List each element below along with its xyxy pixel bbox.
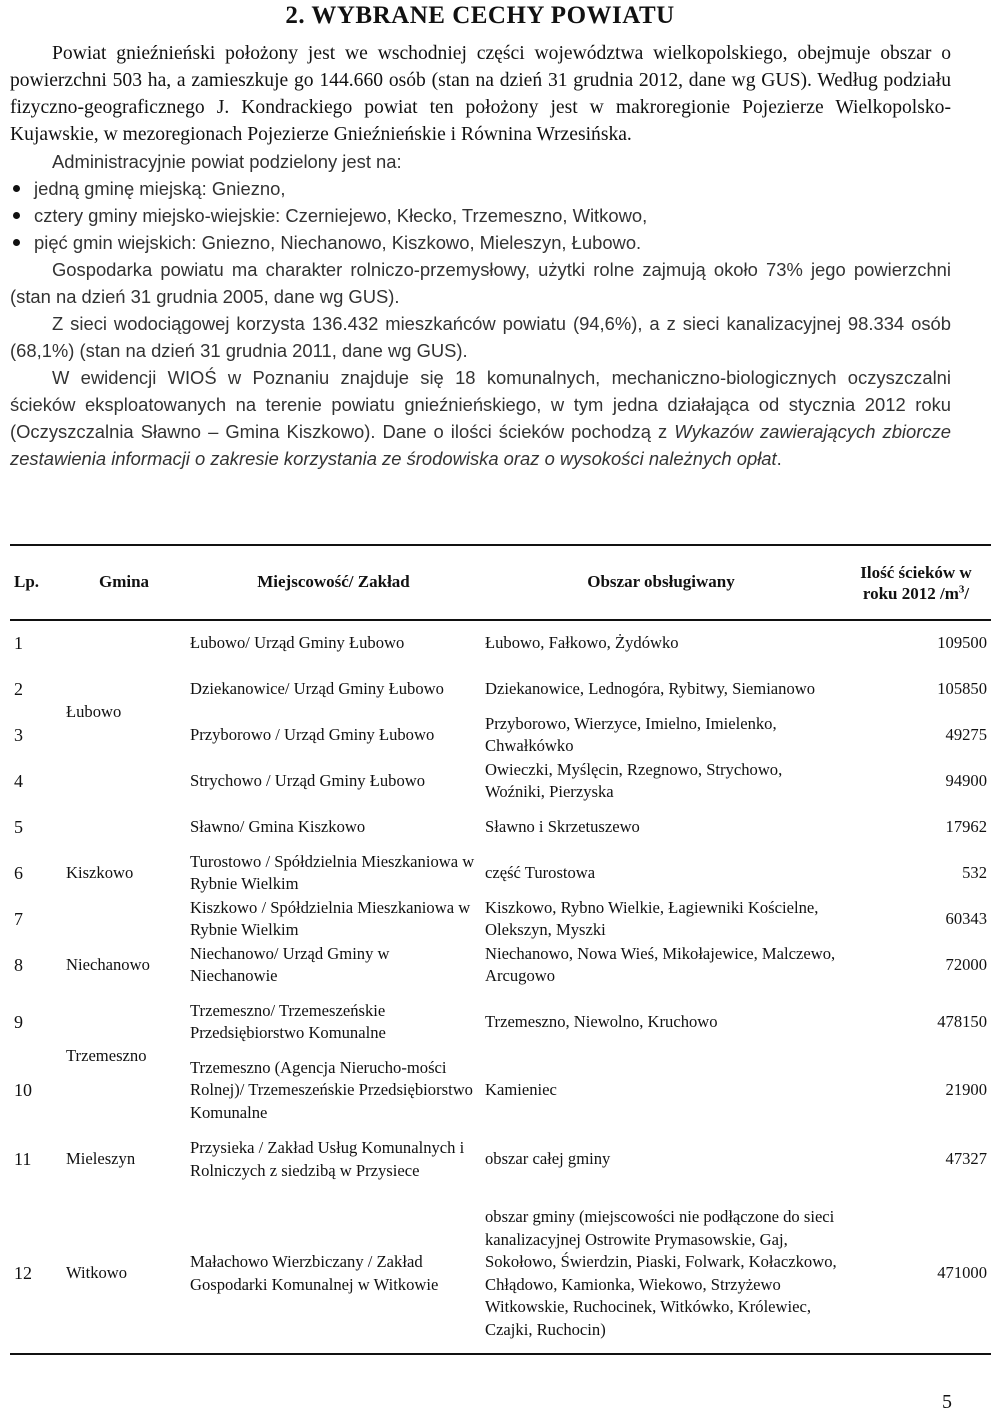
cell-obszar: obszar całej gminy — [485, 1149, 611, 1169]
cell-gmina: Niechanowo — [66, 954, 150, 974]
cell-lp: 7 — [14, 908, 23, 929]
bullet-icon — [13, 212, 20, 219]
cell-miejscowosc: Turostowo / Spółdzielnia Mieszkaniowa w Rybnie Wielkim — [190, 851, 475, 893]
bullet-icon — [13, 239, 20, 246]
cell-gmina: Łubowo — [66, 702, 122, 722]
cell-obszar: Kamieniec — [485, 1080, 557, 1100]
cell-gmina: Kiszkowo — [66, 862, 134, 882]
cell-obszar: Przyborowo, Wierzyce, Imielno, Imielenko, Chwałkówko — [485, 713, 777, 755]
cell-miejscowosc: Trzemeszno/ Trzemeszeńskie Przedsiębiorstwo Komunalne — [190, 1000, 386, 1042]
admin-paragraph: Administracyjnie powiat podzielony jest na: — [52, 151, 402, 172]
table-row — [10, 942, 991, 988]
bullet-icon — [13, 185, 20, 192]
cell-obszar: Kiszkowo, Rybno Wielkie, Łagiewniki Kościelne, Olekszyn, Myszki — [485, 897, 819, 939]
wastewater-table — [10, 544, 991, 1355]
cell-miejscowosc: Trzemeszno (Agencja Nierucho-mości Rolnej)/ Trzemeszeńskie Przedsiębiorstwo Komunalne — [190, 1057, 473, 1122]
list-item: cztery gminy miejsko-wiejskie: Czerniejewo, Kłecko, Trzemeszno, Witkowo, — [10, 202, 951, 229]
header-obszar: Obszar obsługiwany — [481, 545, 841, 620]
cell-obszar: Łubowo, Fałkowo, Żydówko — [485, 633, 679, 653]
table-row — [10, 1194, 991, 1354]
cell-lp: 12 — [10, 1194, 62, 1354]
source-title: Wykazów zawierających zbiorcze zestawienia informacji o zakresie korzystania ze środowiska oraz o wysokości należnych opłat — [10, 421, 951, 469]
header-gmina: Gmina — [62, 545, 186, 620]
cell-miejscowosc: Przysieka / Zakład Usług Komunalnych i Rolniczych z siedzibą w Przysiece — [190, 1138, 465, 1180]
section-title: 2. WYBRANE CECHY POWIATU — [285, 2, 675, 29]
cell-obszar: Trzemeszno, Niewolno, Kruchowo — [485, 1011, 718, 1031]
table-row — [10, 620, 991, 666]
cell-lp: 5 — [14, 816, 23, 837]
cell-obszar: Niechanowo, Nowa Wieś, Mikołajewice, Malczewo, Arcugowo — [485, 943, 836, 985]
body-text — [10, 40, 951, 472]
cell-ilosc: 532 — [962, 862, 987, 882]
cell-ilosc: 471000 — [841, 1194, 991, 1354]
cell-miejscowosc: Sławno/ Gmina Kiszkowo — [190, 816, 366, 836]
cell-miejscowosc: Niechanowo/ Urząd Gminy w Niechanowie — [190, 943, 390, 985]
intro-paragraph: Powiat gnieźnieński położony jest we wschodniej części województwa wielkopolskiego, obejmuje obszar o powierzchni 503 ha, a zamieszkuje go 144.660 osób (stan na dzień 31 grudnia 2012, dane wg GUS). Według podziału fizyczno-geograficznego J. Kondrackiego powiat ten położony jest w makroregionie Pojezierze Wielkopolsko-Kujawskie, w mezoregionach Pojezierze Gnieźnieńskie i Równina Wrzesińska. — [10, 43, 951, 145]
cell-lp: 8 — [14, 954, 23, 975]
list-item: pięć gmin wiejskich: Gniezno, Niechanowo, Kiszkowo, Mieleszyn, Łubowo. — [10, 229, 951, 256]
cell-miejscowosc: Dziekanowice/ Urząd Gminy Łubowo — [190, 678, 444, 698]
cell-obszar: obszar gminy (miejscowości nie podłączone do sieci kanalizacyjnej Ostrowite Prymasowskie, Gaj, Sokołowo, Świerdzin, Piaski, Folwark, Kołaczkowo, Chłądowo, Kamionka, Wiekowo, Strzyżewo Witkowskie, Ruchocinek, Witkówko, Królewiec, Czajki, Ruchocin) — [481, 1194, 841, 1354]
cell-ilosc: 49275 — [945, 724, 987, 744]
cell-miejscowosc: Kiszkowo / Spółdzielnia Mieszkaniowa w Rybnie Wielkim — [190, 897, 471, 939]
header-miejscowosc: Miejscowość/ Zakład — [186, 545, 481, 620]
cell-miejscowosc: Łubowo/ Urząd Gminy Łubowo — [190, 633, 405, 653]
cell-lp: 3 — [14, 724, 23, 745]
cell-gmina: Witkowo — [62, 1194, 186, 1354]
cell-ilosc: 60343 — [945, 908, 987, 928]
cell-gmina: Trzemeszno — [66, 1046, 147, 1066]
cell-lp: 1 — [14, 633, 23, 654]
cell-ilosc: 21900 — [945, 1080, 987, 1100]
wios-paragraph: W ewidencji WIOŚ w Poznaniu znajduje się 18 komunalnych, mechaniczno-biologicznych oczyszczalni ścieków eksploatowanych na terenie powiatu gnieźnieńskiego, w tym jedna działająca od stycznia 2012 roku (Oczyszczalnia Sławno – Gmina Kiszkowo). Dane o ilości ścieków pochodzą z Wykazów zawierających zbiorcze zestawienia informacji o zakresie korzystania ze środowiska oraz o wysokości należnych opłat. — [10, 367, 951, 469]
table-row — [10, 988, 991, 1056]
cell-lp: 11 — [14, 1149, 32, 1170]
cell-obszar: Sławno i Skrzetuszewo — [485, 816, 640, 836]
cell-ilosc: 109500 — [937, 633, 987, 653]
cell-miejscowosc: Przyborowo / Urząd Gminy Łubowo — [190, 724, 435, 744]
cell-lp: 9 — [14, 1011, 23, 1032]
water-paragraph: Z sieci wodociągowej korzysta 136.432 mieszkańców powiatu (94,6%), a z sieci kanalizacyjnej 98.334 osób (68,1%) (stan na dzień 31 grudnia 2011, dane wg GUS). — [10, 313, 951, 361]
cell-obszar: część Turostowa — [485, 862, 596, 882]
list-item: jedną gminę miejską: Gniezno, — [10, 175, 951, 202]
page-number: 5 — [942, 1391, 952, 1413]
cell-miejscowosc: Małachowo Wierzbiczany / Zakład Gospodarki Komunalnej w Witkowie — [186, 1194, 481, 1354]
cell-miejscowosc: Strychowo / Urząd Gminy Łubowo — [190, 770, 426, 790]
cell-ilosc: 478150 — [937, 1011, 987, 1031]
admin-list — [10, 175, 951, 256]
cell-lp: 6 — [14, 862, 23, 883]
cell-lp: 4 — [14, 770, 23, 791]
cell-lp: 2 — [14, 678, 23, 699]
header-ilosc: Ilość ścieków w roku 2012 $/m^3/$ — [841, 545, 991, 620]
table-row — [10, 804, 991, 850]
cell-ilosc: 105850 — [937, 678, 987, 698]
table-row — [10, 1125, 991, 1194]
cell-ilosc: 47327 — [945, 1149, 987, 1169]
economy-paragraph: Gospodarka powiatu ma charakter rolniczo-przemysłowy, użytki rolne zajmują około 73% jego powierzchni (stan na dzień 31 grudnia 2005, dane wg GUS). — [10, 259, 951, 307]
cell-lp: 10 — [14, 1080, 32, 1101]
cell-ilosc: 72000 — [945, 954, 987, 974]
cell-ilosc: 94900 — [945, 770, 987, 790]
table-header-row — [10, 545, 991, 620]
cell-obszar: Dziekanowice, Lednogóra, Rybitwy, Siemianowo — [485, 678, 816, 698]
cell-obszar: Owieczki, Myślęcin, Rzegnowo, Strychowo, Woźniki, Pierzyska — [485, 759, 783, 801]
header-lp: Lp. — [10, 545, 62, 620]
cell-gmina: Mieleszyn — [66, 1149, 136, 1169]
cell-ilosc: 17962 — [945, 816, 987, 836]
